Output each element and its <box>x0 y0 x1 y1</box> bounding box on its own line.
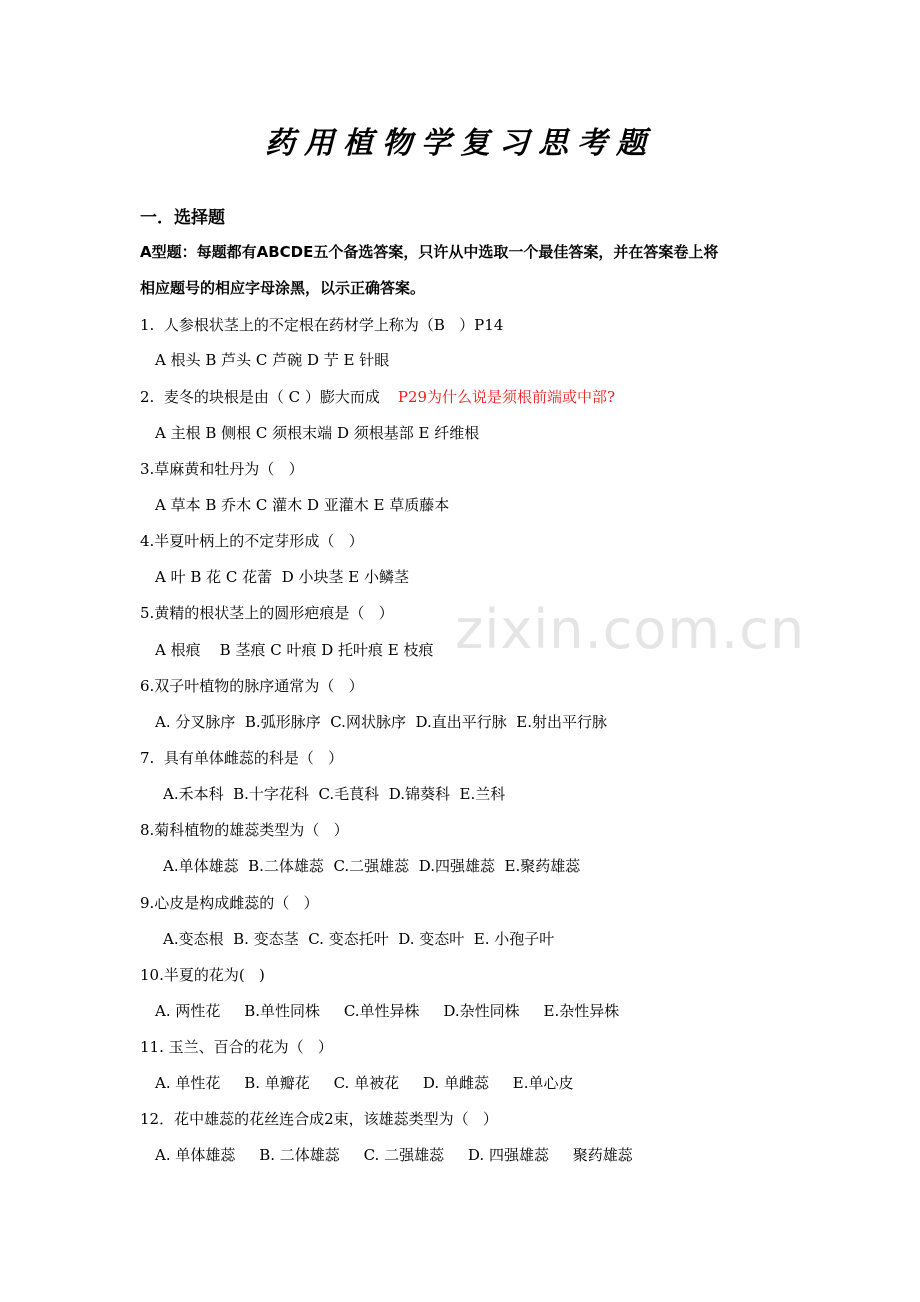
instructions-line-1: A型题：每题都有ABCDE五个备选答案，只许从中选取一个最佳答案，并在答案卷上将 <box>140 243 719 261</box>
question-7-options: A.禾本科 B.十字花科 C.毛茛科 D.锦葵科 E.兰科 <box>163 785 506 803</box>
instructions-line-2: 相应题号的相应字母涂黑，以示正确答案。 <box>140 279 426 297</box>
question-5: 5.黄精的根状茎上的圆形疤痕是（ ） <box>140 604 394 622</box>
question-2 <box>140 386 615 407</box>
section-heading: 一．选择题 <box>140 208 225 228</box>
document-title: 药用植物学复习思考题 <box>265 126 655 161</box>
question-2-text: 2. 麦冬的块根是由（ C ）膨大而成 <box>140 388 380 406</box>
question-5-options: A 根痕 B 茎痕 C 叶痕 D 托叶痕 E 枝痕 <box>155 641 434 659</box>
question-2-options: A 主根 B 侧根 C 须根末端 D 须根基部 E 纤维根 <box>155 424 480 442</box>
question-6: 6.双子叶植物的脉序通常为（ ） <box>140 677 364 695</box>
question-10-options: A. 两性花 B.单性同株 C.单性异株 D.杂性同株 E.杂性异株 <box>155 1002 620 1020</box>
question-6-options: A. 分叉脉序 B.弧形脉序 C.网状脉序 D.直出平行脉 E.射出平行脉 <box>155 713 607 731</box>
question-11: 11. 玉兰、百合的花为（ ） <box>140 1038 333 1056</box>
question-8-options: A.单体雄蕊 B.二体雄蕊 C.二强雄蕊 D.四强雄蕊 E.聚药雄蕊 <box>163 857 581 875</box>
question-9-options: A.变态根 B. 变态茎 C. 变态托叶 D. 变态叶 E. 小孢子叶 <box>163 930 555 948</box>
question-11-options: A. 单性花 B. 单瓣花 C. 单被花 D. 单雌蕊 E.单心皮 <box>155 1074 574 1092</box>
question-4-options: A 叶 B 花 C 花蕾 D 小块茎 E 小鳞茎 <box>155 568 409 586</box>
question-2-note: P29为什么说是须根前端或中部? <box>397 388 616 406</box>
question-1-options: A 根头 B 芦头 C 芦碗 D 艼 E 针眼 <box>155 351 390 369</box>
question-10: 10.半夏的花为( ) <box>140 966 265 984</box>
question-9: 9.心皮是构成雌蕊的（ ） <box>140 894 319 912</box>
question-7: 7. 具有单体雌蕊的科是（ ） <box>140 749 344 767</box>
question-12: 12．花中雄蕊的花丝连合成2束，该雄蕊类型为（ ） <box>140 1110 498 1128</box>
question-4: 4.半夏叶柄上的不定芽形成（ ） <box>140 532 364 550</box>
question-3-options: A 草本 B 乔木 C 灌木 D 亚灌木 E 草质藤本 <box>155 496 450 514</box>
question-12-options: A. 单体雄蕊 B. 二体雄蕊 C. 二强雄蕊 D. 四强雄蕊 聚药雄蕊 <box>155 1146 633 1164</box>
question-1: 1. 人参根状茎上的不定根在药材学上称为（B ）P14 <box>140 316 504 334</box>
question-3: 3.草麻黄和牡丹为（ ） <box>140 460 304 478</box>
watermark: zixin.com.cn <box>455 598 806 661</box>
question-8: 8.菊科植物的雄蕊类型为（ ） <box>140 821 349 839</box>
